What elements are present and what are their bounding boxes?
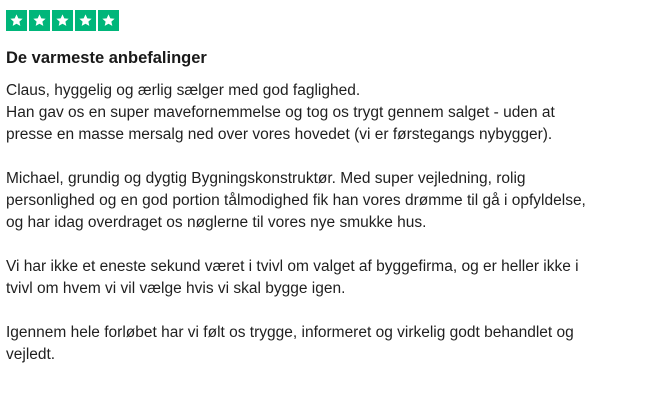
review-line: vejledt. (6, 346, 56, 363)
review-line: og har idag overdraget os nøglerne til vores nye smukke hus. (6, 214, 427, 231)
star-icon (101, 13, 116, 28)
star-icon (78, 13, 93, 28)
review-paragraph (6, 322, 636, 366)
review-paragraph (6, 80, 636, 146)
review-paragraph (6, 168, 636, 234)
review-card (6, 10, 636, 366)
star-5 (98, 10, 119, 31)
review-paragraph (6, 256, 636, 300)
review-title: De varmeste anbefalinger (6, 49, 207, 67)
review-line: Igennem hele forløbet har vi følt os trygge, informeret og virkelig godt behandlet og (6, 324, 574, 341)
review-body (6, 80, 636, 366)
review-line: Michael, grundig og dygtig Bygningskonstruktør. Med super vejledning, rolig (6, 170, 526, 187)
star-2 (29, 10, 50, 31)
review-line: Han gav os en super mavefornemmelse og tog os trygt gennem salget - uden at (6, 104, 555, 121)
star-icon (32, 13, 47, 28)
review-line: presse en masse mersalg ned over vores hovedet (vi er førstegangs nybygger). (6, 126, 553, 143)
star-icon (9, 13, 24, 28)
star-rating (6, 10, 636, 31)
review-line: tvivl om hvem vi vil vælge hvis vi skal bygge igen. (6, 280, 346, 297)
star-4 (75, 10, 96, 31)
star-1 (6, 10, 27, 31)
star-3 (52, 10, 73, 31)
review-line: Claus, hyggelig og ærlig sælger med god faglighed. (6, 82, 361, 99)
star-icon (55, 13, 70, 28)
review-line: Vi har ikke et eneste sekund været i tvivl om valget af byggefirma, og er heller ikke i (6, 258, 579, 275)
review-line: personlighed og en god portion tålmodighed fik han vores drømme til gå i opfyldelse, (6, 192, 586, 209)
